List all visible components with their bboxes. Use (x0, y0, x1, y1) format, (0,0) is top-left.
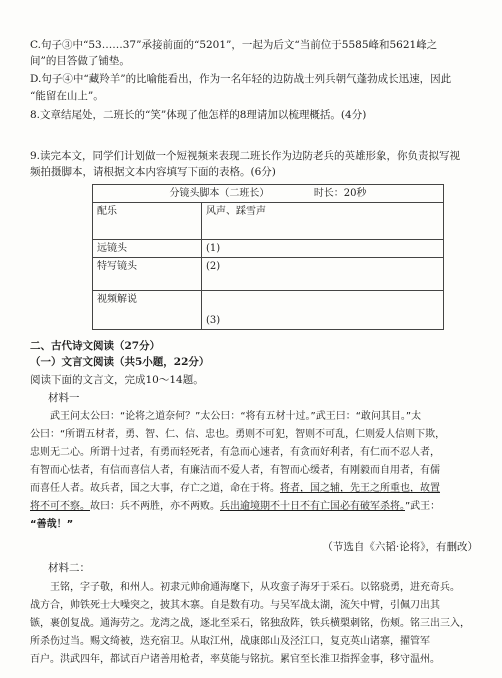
table-row (93, 203, 444, 240)
table-label-narration: 视频解说 (93, 291, 202, 330)
material-1-line: 忠则无二心。所谓十过者，有勇而轻死者，有急而心速者，有贪而好利者，有仁而不忍人者， (30, 447, 440, 458)
underlined-sentence: 兵出逾境期不十日不有亡国必有破军杀将。 (220, 501, 405, 512)
question-9-line2: 频拍摄脚本，请根据文本内容填写下面的表格。(6分) (30, 166, 276, 178)
q7-option-d-line1: D.句子④中“藏羚羊”的比喻能看出，作为一名年轻的边防战士列兵朝气蓬勃成长迅速，因此 (30, 73, 452, 85)
material-2-line: 战方合，帅铁死士大噪突之，披其木寨。自是数有功。与吴军战太湖，流矢中臂，引佩刀出其 (30, 600, 440, 611)
table-row (93, 291, 444, 330)
table-answer-2[interactable]: (2) (202, 258, 444, 291)
material-1-text: 而喜任人者。故兵者，国之大事，存亡之道，命在于将。 (30, 483, 280, 494)
table-value-music: 风声、踩雪声 (202, 203, 444, 240)
underlined-sentence: 将不可不察。 (30, 501, 90, 512)
table-answer-3[interactable]: (3) (202, 291, 444, 330)
table-label-music: 配乐 (93, 203, 202, 240)
material-2-title: 材料二： (48, 562, 90, 574)
material-1-line: 公曰：“所谓五材者，勇、智、仁、信、忠也。勇则不可犯，智则不可乱，仁则爱人信则下欺， (30, 429, 446, 440)
table-title: 分镜头脚本（二班长） (169, 188, 270, 199)
q7-option-d-line2: “能留在山上”。 (30, 90, 104, 102)
table-label-close-up: 特写镜头 (93, 258, 202, 291)
table-row (93, 240, 444, 258)
table-answer-1[interactable]: (1) (202, 240, 444, 258)
question-9-line1: 9.读完本文，同学们计划做一个短视频来表现二班长作为边防老兵的英雄形象，你负责拟写视 (30, 150, 461, 162)
material-2-line: 百户。洪武四年，都试百户诸善用枪者，率莫能与铭抗。累官至长淮卫指挥金事，移守温州。 (30, 654, 440, 665)
underlined-sentence: 将者，国之辅，先王之所重也，故置 (280, 483, 440, 494)
q7-option-c-line1: C.句子③中“53……37”承接前面的“5201”，一起为后文“当前位于5585峰和5621峰之 (30, 39, 438, 51)
table-header-row (93, 185, 444, 203)
table-label-long-shot: 远镜头 (93, 240, 202, 258)
material-1-line (30, 499, 482, 514)
table-row (93, 258, 444, 291)
storyboard-table (92, 184, 444, 330)
section-heading-classical: 二、古代诗文阅读（27分） (30, 340, 161, 352)
material-1-text: ”武王： (405, 501, 441, 512)
material-1-source: （节选自《六韬·论将》，有删改） (322, 541, 478, 553)
material-2-line: 王铭，字子敬，和州人。初隶元帅俞通海麾下，从攻蛮子海牙于采石。以铭骁勇，进充奇兵。 (50, 582, 460, 593)
material-1-title: 材料一 (48, 392, 80, 404)
table-duration: 时长：20秒 (313, 188, 367, 199)
material-1-line: “善哉！” (30, 519, 74, 530)
reading-instruction: 阅读下面的文言文，完成10～14题。 (30, 374, 204, 386)
material-2-line: 所杀伤过当。赐文绮被，迭充宿卫。从取江州，战康郎山及泾江口，复克英山诸寨，擢管军 (30, 636, 430, 647)
material-1-line (30, 481, 482, 496)
material-1-line: 武王问太公曰：“论将之道奈何？”太公曰：“将有五材十过。”武王曰：“敢问其目。”太 (50, 411, 422, 422)
section-heading-prose: （一）文言文阅读（共5小题，22分） (30, 356, 210, 368)
material-2-line: 镞，裹创复战。通海劳之。龙湾之战，逐北至采石，铭独敌阵，铁兵横槊刺铭，伤颊。铭三出三入， (30, 618, 470, 629)
q7-option-c-line2: 间”的目答做了铺垫。 (30, 55, 130, 67)
question-8: 8.文章结尾处，二班长的“笑”体现了他怎样的8理请加以梳理概括。(4分) (30, 109, 367, 121)
material-1-line: 有智而心怯者，有信而喜信人者，有廉洁而不爱人者，有智而心缓者，有刚毅而自用者，有儒 (30, 465, 440, 476)
material-1-text: 故曰：兵不两胜，亦不两败。 (90, 501, 220, 512)
